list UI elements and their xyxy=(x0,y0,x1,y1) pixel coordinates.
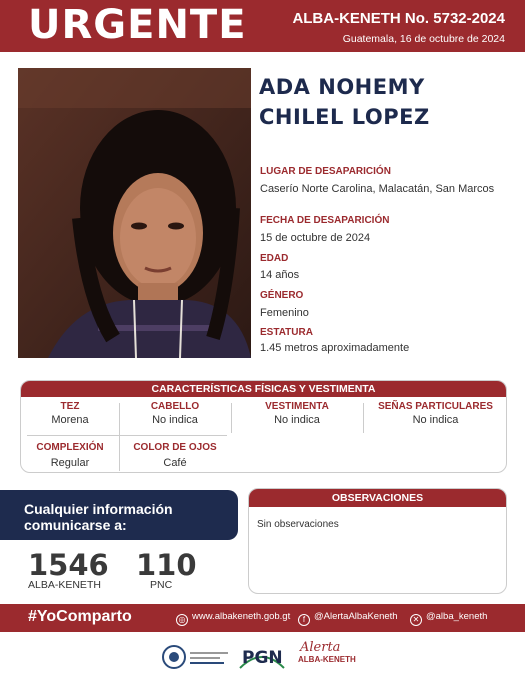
alert-code: ALBA-KENETH No. 5732-2024 xyxy=(292,10,505,27)
guatemala-seal-logo xyxy=(160,642,230,672)
x-text: @alba_keneth xyxy=(426,611,488,622)
genero-value: Femenino xyxy=(260,307,309,319)
contact-banner xyxy=(0,490,238,540)
ojos-value: Café xyxy=(163,457,187,469)
observations-panel xyxy=(248,488,507,594)
phone-alba-keneth-label: ALBA-KENETH xyxy=(28,579,101,591)
characteristics-panel xyxy=(20,380,507,473)
hashtag: #YoComparto xyxy=(28,608,132,625)
vestimenta-value: No indica xyxy=(274,414,320,426)
tez-label: TEZ xyxy=(60,401,80,412)
name-line-1: ADA NOHEMY xyxy=(259,75,425,99)
lugar-label: LUGAR DE DESAPARICIÓN xyxy=(260,166,391,177)
name-line-2: CHILEL LOPEZ xyxy=(259,105,430,129)
pgn-text: PGN xyxy=(242,648,283,668)
cabello-label: CABELLO xyxy=(150,401,200,412)
edad-value: 14 años xyxy=(260,269,300,281)
edad-label: EDAD xyxy=(260,253,289,264)
contact-line-2: comunicarse a: xyxy=(24,517,127,533)
facebook-link[interactable] xyxy=(298,611,398,626)
urgent-title: URGENTE xyxy=(28,2,247,48)
cabello-value: No indica xyxy=(152,414,198,426)
person-portrait-image xyxy=(18,68,251,358)
facebook-icon: f xyxy=(298,614,310,626)
logos-strip xyxy=(0,638,525,679)
phone-pnc-label: PNC xyxy=(150,579,173,591)
complexion-value: Regular xyxy=(50,457,90,469)
characteristics-title: CARACTERÍSTICAS FÍSICAS Y VESTIMENTA xyxy=(21,381,506,397)
missing-person-photo xyxy=(18,68,251,358)
observations-text: Sin observaciones xyxy=(257,519,339,530)
person-name xyxy=(259,72,514,132)
tez-value: Morena xyxy=(51,414,89,426)
phone-pnc[interactable]: 110 xyxy=(136,548,197,582)
ojos-label: COLOR DE OJOS xyxy=(133,442,217,453)
estatura-value: 1.45 metros aproximadamente xyxy=(260,342,410,354)
estatura-label: ESTATURA xyxy=(260,327,313,338)
header-banner xyxy=(0,0,525,52)
x-icon: ✕ xyxy=(410,614,422,626)
alba-keneth-logo-text: ALBA-KENETH xyxy=(298,655,356,664)
website-text: www.albakeneth.gob.gt xyxy=(192,611,291,622)
contact-line-1: Cualquier información xyxy=(24,501,173,517)
contact-text xyxy=(24,501,224,533)
complexion-label: COMPLEXIÓN xyxy=(36,442,104,453)
x-link[interactable] xyxy=(410,611,487,626)
divider xyxy=(27,435,227,436)
fecha-label: FECHA DE DESAPARICIÓN xyxy=(260,215,390,226)
alert-date: Guatemala, 16 de octubre de 2024 xyxy=(342,33,505,45)
phone-alba-keneth[interactable]: 1546 xyxy=(28,548,109,582)
lugar-value: Caserío Norte Carolina, Malacatán, San Marcos xyxy=(260,183,495,195)
alerta-alba-keneth-logo xyxy=(296,640,356,674)
website-link[interactable] xyxy=(176,611,290,626)
observations-title: OBSERVACIONES xyxy=(249,489,506,507)
footer-banner xyxy=(0,604,525,632)
fecha-value: 15 de octubre de 2024 xyxy=(260,232,371,244)
vestimenta-label: VESTIMENTA xyxy=(265,401,329,412)
pgn-logo xyxy=(236,642,288,672)
globe-icon: ◎ xyxy=(176,614,188,626)
senas-label: SEÑAS PARTICULARES xyxy=(378,401,493,412)
alerta-text: Alerta xyxy=(300,640,341,655)
senas-value: No indica xyxy=(412,414,459,426)
genero-label: GÉNERO xyxy=(260,290,304,301)
facebook-text: @AlertaAlbaKeneth xyxy=(314,611,398,622)
